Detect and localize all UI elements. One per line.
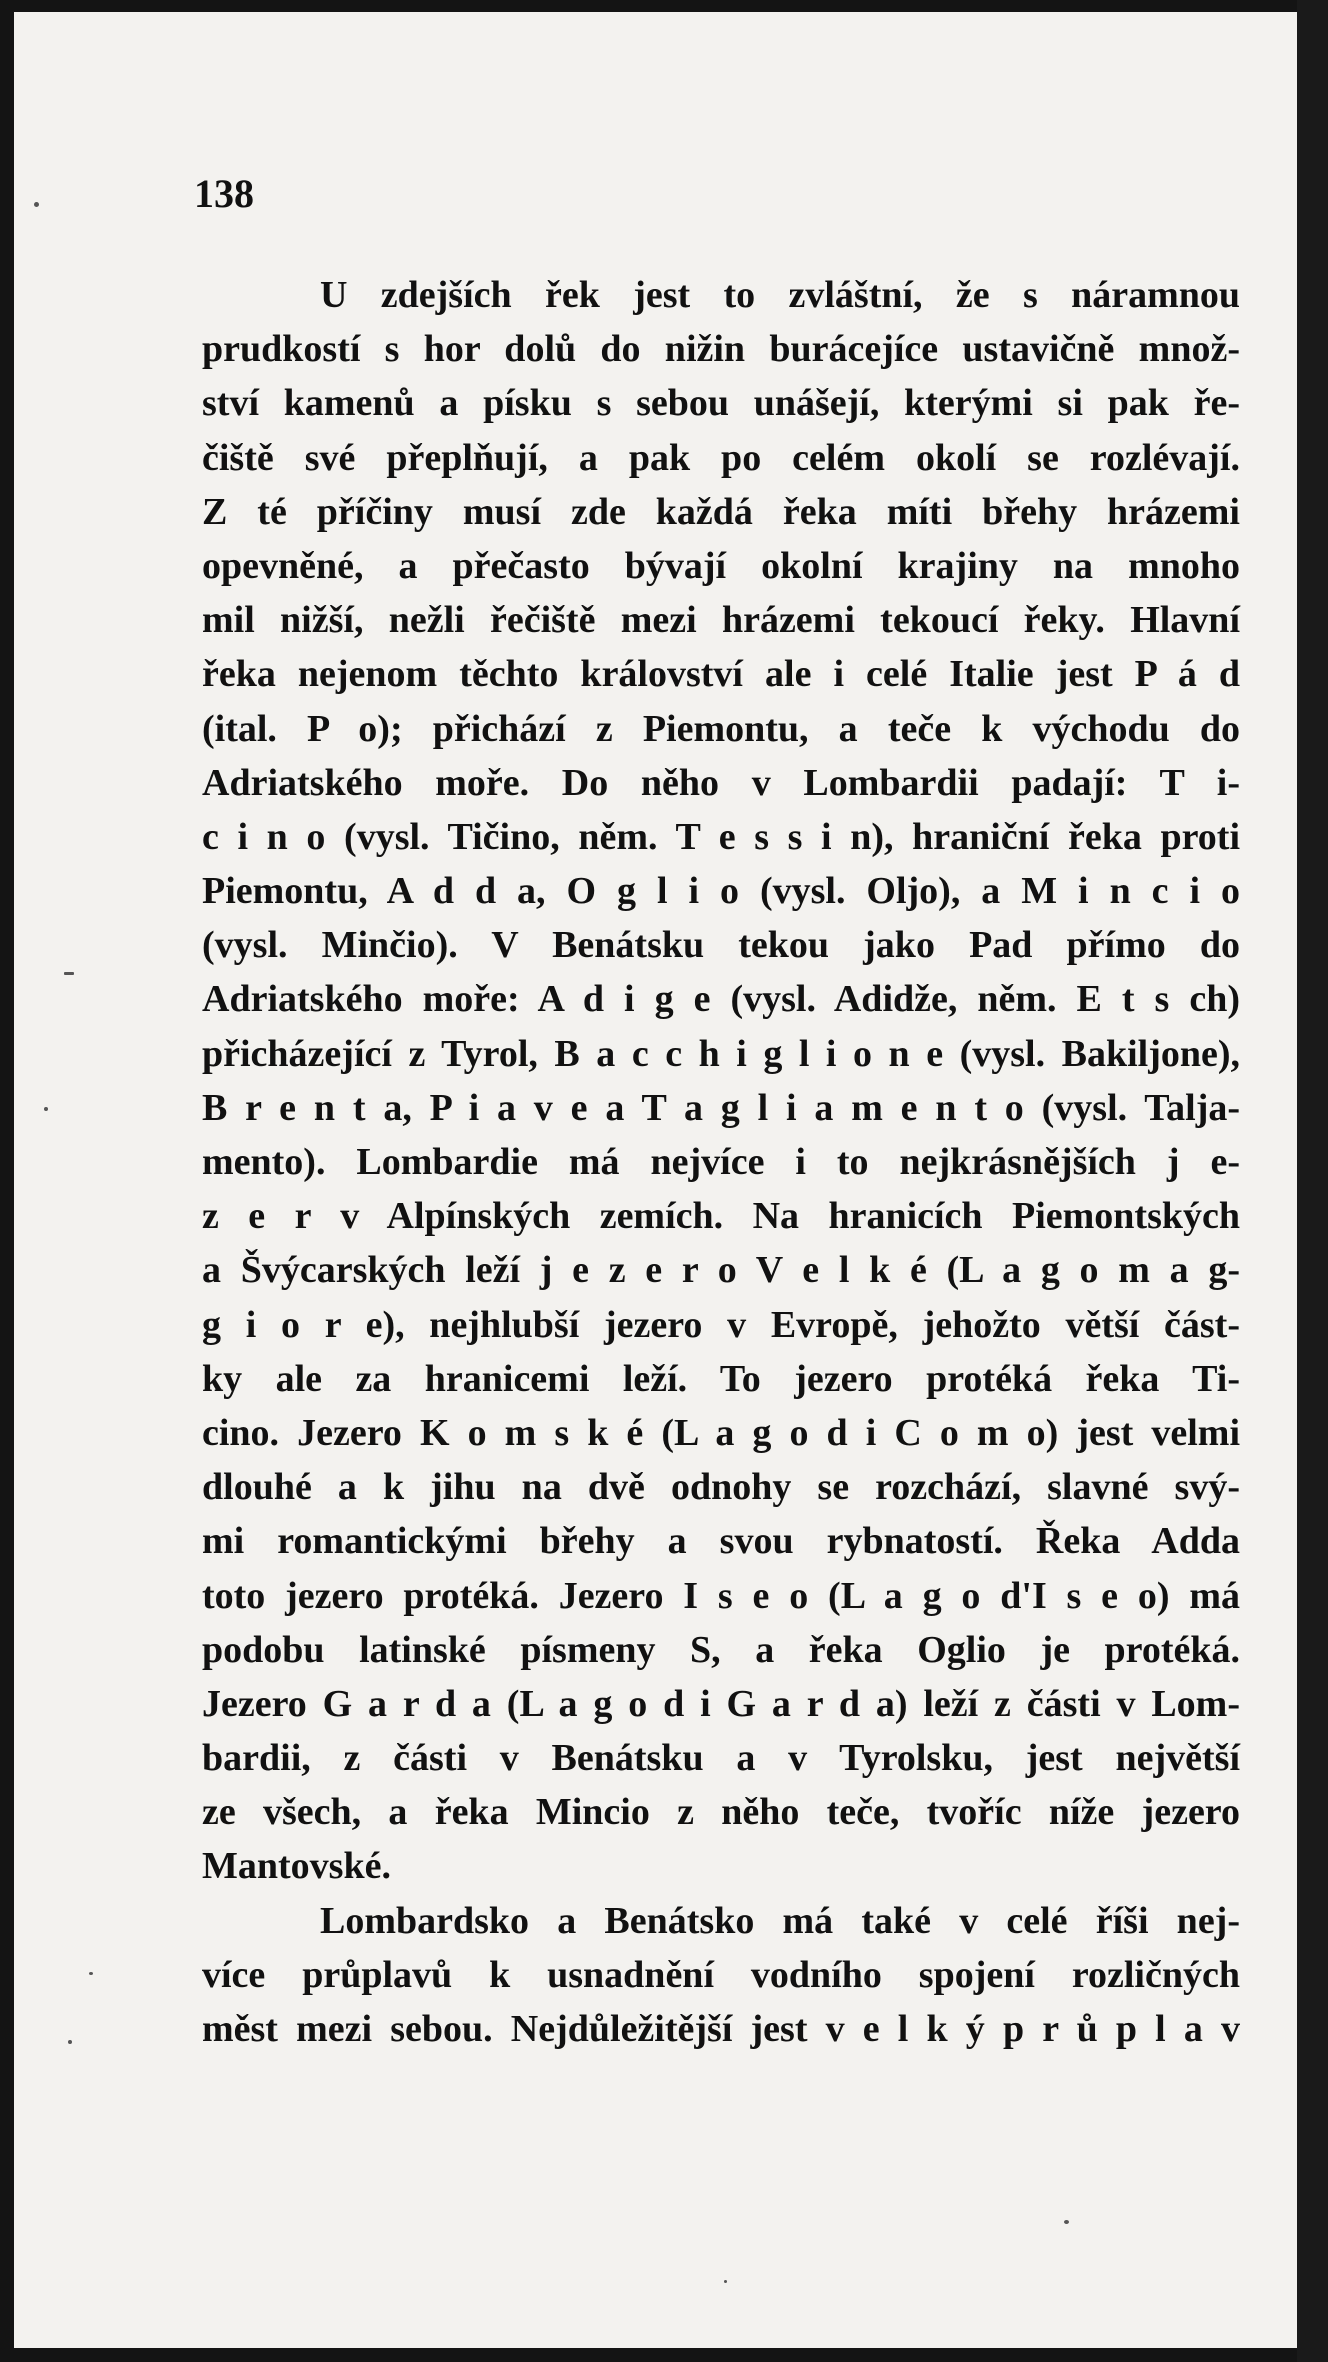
page-number: 138 xyxy=(194,171,254,216)
text-line: bardii, z části v Benátsku a v Tyrolsku, jest největší xyxy=(202,1737,1240,1780)
text-line: cino. Jezero K o m s k é (L a g o d i C o m o) jest velmi xyxy=(202,1411,1240,1454)
text-line: mi romantickými břehy a svou rybnatostí. Řeka Adda xyxy=(202,1520,1240,1563)
text-line: čiště své přeplňují, a pak po celém okolí se rozlévají. xyxy=(202,436,1240,479)
text-line: Lombardsko a Benátsko má také v celé říši nej- xyxy=(320,1899,1240,1942)
text-line: dlouhé a k jihu na dvě odnohy se rozchází, slavné svý- xyxy=(202,1466,1240,1509)
text-line: (vysl. Minčio). V Benátsku tekou jako Pad přímo do xyxy=(202,924,1240,967)
text-line: Z té příčiny musí zde každá řeka míti břehy hrázemi xyxy=(202,490,1240,533)
text-line: Mantovské. xyxy=(202,1845,391,1888)
scan-speck xyxy=(89,1972,93,1975)
text-line: mil nižší, nežli řečiště mezi hrázemi tekoucí řeky. Hlavní xyxy=(202,599,1240,642)
text-line: U zdejších řek jest to zvláštní, že s náramnou xyxy=(320,274,1240,316)
text-line: a Švýcarských leží j e z e r o V e l k é (L a g o m a g- xyxy=(202,1249,1240,1292)
text-line: ství kamenů a písku s sebou unášejí, kterými si pak ře- xyxy=(202,382,1240,425)
text-line: ze všech, a řeka Mincio z něho teče, tvoříc níže jezero xyxy=(202,1791,1240,1834)
text-line: z e r v Alpínských zemích. Na hranicích Piemontských xyxy=(202,1195,1240,1238)
text-line: (ital. P o); přichází z Piemontu, a teče k východu do xyxy=(202,707,1240,750)
book-page xyxy=(14,12,1297,2348)
text-line: podobu latinské písmeny S, a řeka Oglio je protéká. xyxy=(202,1628,1240,1671)
text-line: g i o r e), nejhlubší jezero v Evropě, jehožto větší část- xyxy=(202,1303,1240,1346)
text-line: Adriatského moře. Do něho v Lombardii padají: T i- xyxy=(202,761,1240,804)
scan-border xyxy=(1297,0,1328,2362)
text-line: Jezero G a r d a (L a g o d i G a r d a) leží z části v Lom- xyxy=(202,1682,1240,1725)
text-line: c i n o (vysl. Tičino, něm. T e s s i n), hraniční řeka proti xyxy=(202,815,1240,858)
body-text xyxy=(202,268,1240,2056)
text-line: opevněné, a přečasto bývají okolní krajiny na mnoho xyxy=(202,544,1240,587)
text-line: Adriatského moře: A d i g e (vysl. Adidže, něm. E t s ch) xyxy=(202,978,1240,1021)
text-line: ky ale za hranicemi leží. To jezero protéká řeka Ti- xyxy=(202,1357,1240,1400)
scan-speck xyxy=(68,2040,72,2044)
text-line: B r e n t a, P i a v e a T a g l i a m e n t o (vysl. Talja- xyxy=(202,1086,1240,1129)
text-line: měst mezi sebou. Nejdůležitější jest v e l k ý p r ů p l a v xyxy=(202,2008,1240,2050)
text-line: prudkostí s hor dolů do nižin burácejíce ustavičně množ- xyxy=(202,328,1240,371)
text-line: přicházející z Tyrol, B a c c h i g l i o n e (vysl. Bakiljone), xyxy=(202,1032,1240,1075)
text-line: mento). Lombardie má nejvíce i to nejkrásnějších j e- xyxy=(202,1141,1240,1183)
scan-speck xyxy=(44,1107,48,1111)
text-line: řeka nejenom těchto království ale i celé Italie jest P á d xyxy=(202,653,1240,696)
text-line: Piemontu, A d d a, O g l i o (vysl. Oljo), a M i n c i o xyxy=(202,870,1240,913)
text-line: toto jezero protéká. Jezero I s e o (L a g o d'I s e o) má xyxy=(202,1574,1240,1617)
text-line: více průplavů k usnadnění vodního spojení rozličných xyxy=(202,1953,1240,1996)
scan-speck xyxy=(724,2280,727,2283)
scan-speck xyxy=(64,972,74,975)
scan-speck xyxy=(1064,2220,1069,2224)
scan-speck xyxy=(34,202,39,207)
